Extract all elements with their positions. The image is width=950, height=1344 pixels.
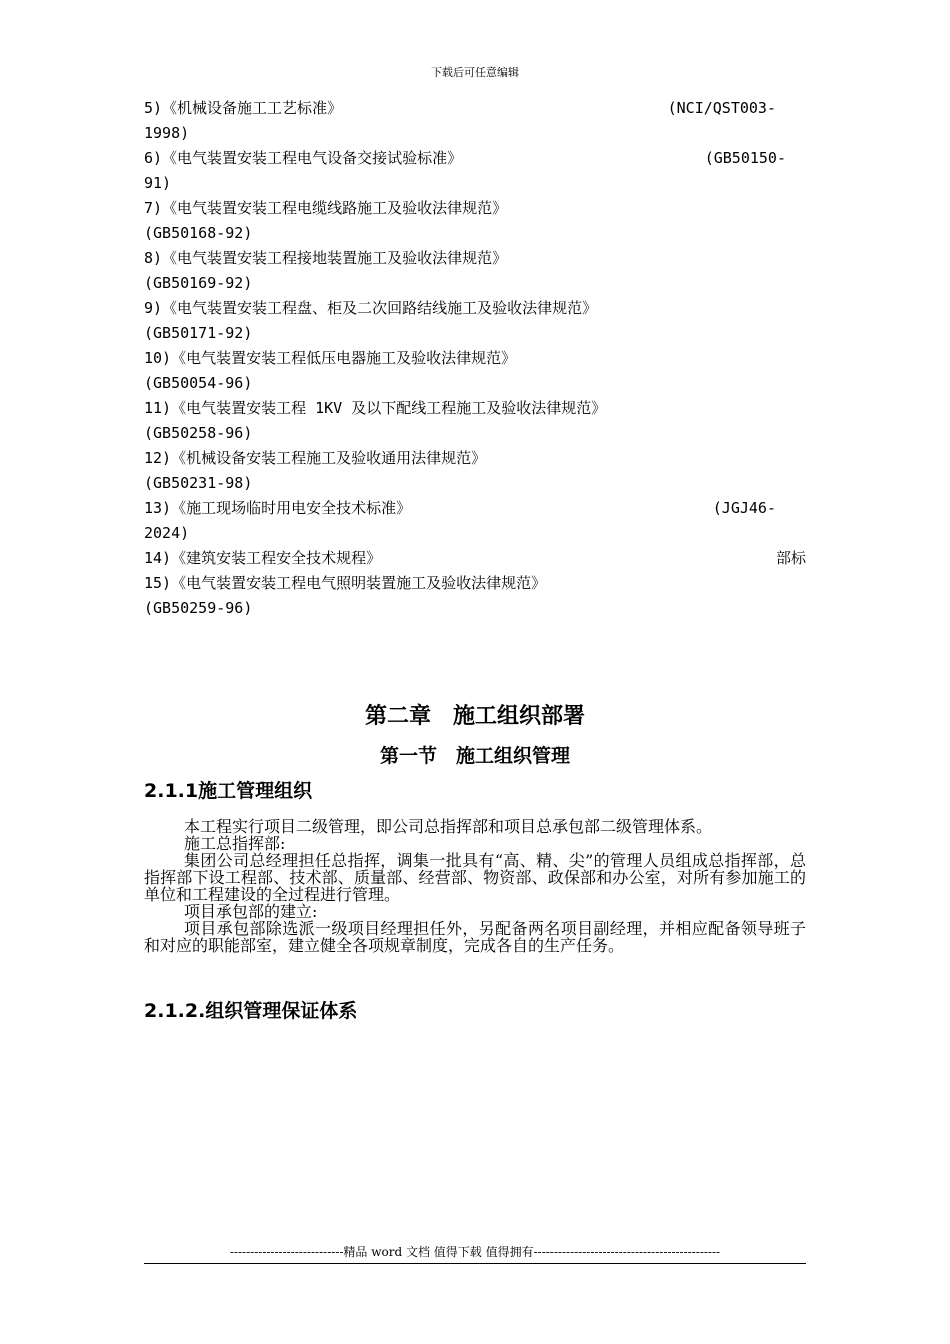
section-title: 第一节 施工组织管理 — [379, 745, 570, 767]
list-item — [144, 246, 806, 296]
ref-title: 14)《建筑安装工程安全技术规程》 — [144, 549, 382, 567]
subsection-heading: 2.1.1施工管理组织 — [144, 780, 313, 802]
list-item — [144, 146, 806, 196]
ref-title: 5)《机械设备施工工艺标准》 — [144, 99, 343, 117]
page-header: 下载后可任意编辑 — [431, 66, 519, 79]
list-item — [144, 571, 806, 621]
ref-code: (GB50231-98) — [144, 474, 253, 492]
subsection-heading: 2.1.2.组织管理保证体系 — [144, 1000, 358, 1022]
ref-code: 91) — [144, 174, 172, 192]
ref-code: (GB50258-96) — [144, 424, 253, 442]
list-item — [144, 96, 806, 146]
ref-title: 9)《电气装置安装工程盘、柜及二次回路结线施工及验收法律规范》 — [144, 299, 598, 317]
ref-title: 7)《电气装置安装工程电缆线路施工及验收法律规范》 — [144, 199, 508, 217]
ref-code: 部标 — [775, 549, 806, 567]
paragraph: 项目承包部的建立: — [184, 902, 318, 921]
ref-title: 11)《电气装置安装工程 1KV 及以下配线工程施工及验收法律规范》 — [144, 399, 607, 417]
ref-code: (NCI/QST003- — [667, 99, 776, 117]
paragraph: 本工程实行项目二级管理，即公司总指挥部和项目总承包部二级管理体系。 — [184, 817, 713, 836]
list-item — [144, 346, 806, 396]
ref-code: (GB50150- — [704, 149, 786, 167]
list-item — [144, 546, 806, 571]
ref-title: 12)《机械设备安装工程施工及验收通用法律规范》 — [144, 449, 487, 467]
ref-title: 10)《电气装置安装工程低压电器施工及验收法律规范》 — [144, 349, 517, 367]
list-item — [144, 196, 806, 246]
ref-code: (GB50259-96) — [144, 599, 253, 617]
paragraph: 施工总指挥部: — [184, 834, 286, 853]
chapter-title: 第二章 施工组织部署 — [364, 704, 585, 729]
ref-code: (JGJ46- — [712, 499, 776, 517]
ref-code: (GB50054-96) — [144, 374, 253, 392]
list-item — [144, 496, 806, 546]
ref-title: 13)《施工现场临时用电安全技术标准》 — [144, 499, 412, 517]
ref-code: (GB50169-92) — [144, 274, 253, 292]
ref-code: (GB50168-92) — [144, 224, 253, 242]
ref-code: (GB50171-92) — [144, 324, 253, 342]
ref-title: 15)《电气装置安装工程电气照明装置施工及验收法律规范》 — [144, 574, 547, 592]
body-text — [144, 818, 806, 954]
reference-list — [144, 96, 806, 621]
list-item — [144, 396, 806, 446]
page-footer: ----------------------------精品 word 文档 值得下载 值得拥有---------------------------------------------- — [144, 1244, 806, 1264]
ref-code: 1998) — [144, 124, 190, 142]
list-item — [144, 446, 806, 496]
ref-code: 2024) — [144, 524, 190, 542]
ref-title: 8)《电气装置安装工程接地装置施工及验收法律规范》 — [144, 249, 508, 267]
paragraph: 集团公司总经理担任总指挥，调集一批具有“高、精、尖”的管理人员组成总指挥部，总指挥部下设工程部、技术部、质量部、经营部、物资部、政保部和办公室，对所有参加施工的单位和工程建设的全过程进行管理。 — [144, 851, 806, 904]
ref-title: 6)《电气装置安装工程电气设备交接试验标准》 — [144, 149, 463, 167]
paragraph: 项目承包部除选派一级项目经理担任外，另配备两名项目副经理，并相应配备领导班子和对应的职能部室，建立健全各项规章制度，完成各自的生产任务。 — [144, 919, 806, 955]
list-item — [144, 296, 806, 346]
